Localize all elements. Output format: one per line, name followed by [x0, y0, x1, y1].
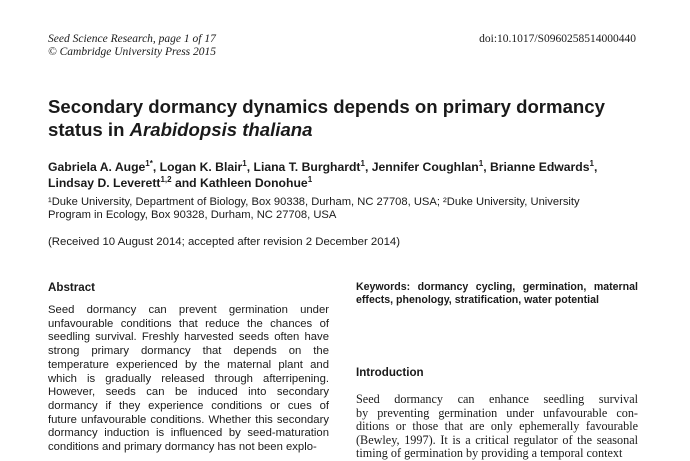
abstract-line: conditions and primary dormancy has not been explo-: [48, 441, 317, 453]
author-list-line-1: [48, 160, 597, 174]
author-affiliation-mark: 1: [242, 159, 247, 168]
title-prefix: status in: [48, 119, 130, 140]
author-name[interactable]: Jennifer Coughlan: [371, 160, 479, 174]
author-affiliation-mark: 1: [307, 175, 313, 184]
author-name[interactable]: Lindsay D. Leverett: [48, 176, 161, 190]
author-separator: ,: [246, 160, 254, 174]
introduction-line: ditions or those that are only ephemerally favourable: [356, 419, 638, 434]
author-affiliation-mark: 1: [360, 159, 365, 168]
author-separator: ,: [593, 160, 598, 174]
abstract-line: dormancy if they experience conditions or cues of: [48, 399, 329, 412]
article-title-line-1: Secondary dormancy dynamics depends on primary dormancy: [48, 96, 605, 117]
author-name[interactable]: Logan K. Blair: [159, 160, 243, 174]
author-name[interactable]: Gabriela A. Auge: [48, 160, 146, 174]
abstract-line: dormancy induction is influenced by seed-maturation: [48, 427, 329, 440]
introduction-line: (Bewley, 1997). It is a critical regulator of the seasonal: [356, 432, 638, 447]
affiliation-line-1: ¹Duke University, Department of Biology, Box 90338, Durham, NC 27708, USA; ²Duke University, University: [48, 196, 580, 208]
abstract-line: future unfavourable conditions. Whether this secondary: [48, 413, 329, 426]
author-name[interactable]: Kathleen Donohue: [200, 176, 308, 190]
copyright-notice: © Cambridge University Press 2015: [48, 46, 217, 58]
introduction-heading: Introduction: [356, 366, 424, 379]
author-affiliation-mark: 1: [589, 159, 594, 168]
affiliation-line-2: Program in Ecology, Box 90328, Durham, NC 27708, USA: [48, 209, 337, 221]
title-species: Arabidopsis thaliana: [129, 119, 313, 140]
abstract-line: strong primary dormancy that depends on the: [48, 345, 329, 358]
keywords-line: Keywords: dormancy cycling, germination, maternal: [356, 281, 638, 293]
received-dates: (Received 10 August 2014; accepted after revision 2 December 2014): [48, 236, 401, 248]
keywords-line: effects, phenology, stratification, water potential: [356, 294, 599, 306]
author-name[interactable]: Brianne Edwards: [489, 160, 590, 174]
abstract-heading: Abstract: [48, 281, 96, 294]
article-title-line-2: [48, 119, 313, 141]
abstract-line: Seed dormancy can prevent germination under: [48, 304, 329, 316]
author-affiliation-mark: 1: [478, 159, 484, 168]
abstract-line: unfavourable conditions that reduce the chances of: [48, 317, 329, 330]
author-affiliation-mark: 1*: [145, 159, 153, 168]
author-affiliation-mark: 1,2: [160, 175, 172, 184]
author-separator: ,: [152, 160, 160, 174]
introduction-line: timing of germination by providing a temporal context: [356, 446, 623, 461]
doi-link[interactable]: doi:10.1017/S0960258514000440: [479, 33, 636, 45]
author-separator: and: [171, 176, 201, 190]
journal-citation: Seed Science Research, page 1 of 17: [48, 33, 216, 45]
abstract-line: seedling survival. Freshly harvested seeds often have: [48, 331, 329, 344]
abstract-line: However, seeds can be induced into secondary: [48, 386, 329, 399]
author-name[interactable]: Liana T. Burghardt: [253, 160, 361, 174]
abstract-line: temperature experienced by the maternal plant and: [48, 358, 329, 371]
introduction-line: by preventing germination under unfavourable con-: [356, 405, 638, 420]
author-list-line-2: [48, 176, 312, 190]
introduction-line: Seed dormancy can enhance seedling survival: [356, 392, 638, 406]
author-separator: ,: [364, 160, 372, 174]
author-separator: ,: [483, 160, 490, 174]
abstract-line: which is gradually released through afterripening.: [48, 372, 329, 385]
